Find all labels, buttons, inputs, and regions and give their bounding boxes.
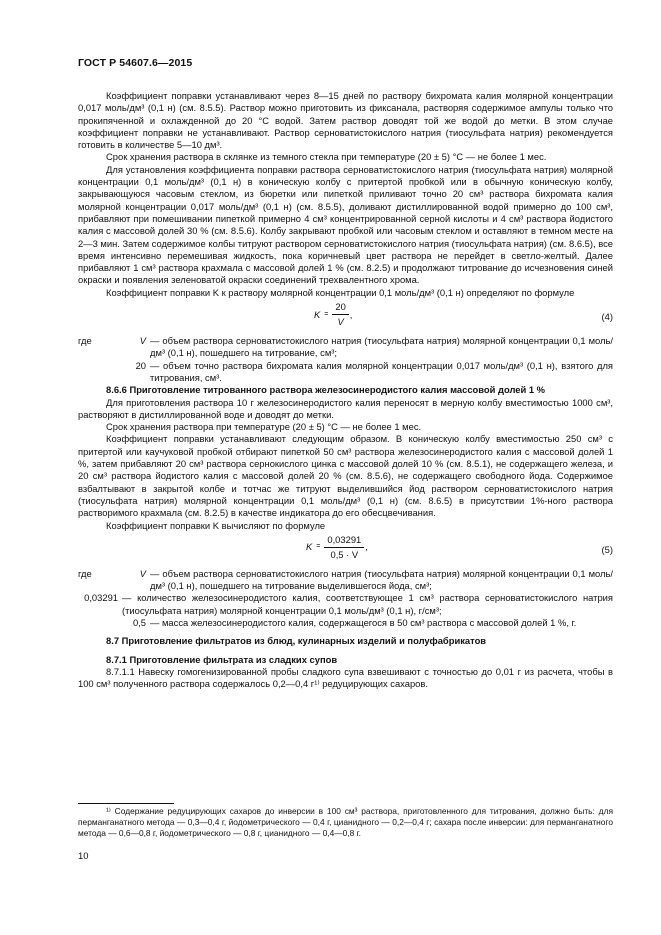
definition-symbol: 0,03291 [84,592,118,604]
formula-numerator: 0,03291 [324,534,364,548]
where-label: где [78,567,92,579]
formula-equals: = [316,543,321,551]
paragraph: Коэффициент поправки K к раствору молярной концентрации 0,1 моль/дм³ (0,1 н) определяют по формуле [106,286,575,298]
definition-text: — объем раствора серноватистокислого натрия (тиосульфата натрия) молярной концентрации 0,1 моль/дм³ (0,1 н), пошедшего на титрование выделившегося йода, см³; [150,567,613,592]
definition-text: — количество железосинеродистого калия, соответствующее 1 см³ раствора серноватистокислого натрия (тиосульфата натрия) молярной концентрации 0,1 моль/дм³ (0,1 н), г/см³; [122,592,613,616]
page-number: 10 [78,850,89,861]
formula-fraction [324,534,364,562]
formula-denominator: V [337,316,344,328]
definition-symbol: V [139,335,146,347]
section-heading-8-7: 8.7 Приготовление фильтратов из блюд, кулинарных изделий и полуфабрикатов [106,635,487,647]
paragraph: Срок хранения раствора в склянке из темного стекла при температуре (20 ± 5) °C — не более 1 мес. [106,151,547,163]
formula-numerator: 20 [332,301,348,315]
definition-text: — масса железосинеродистого калия, содержащегося в 50 см³ раствора с массовой долей 1 %, г. [150,616,577,628]
footnote-divider [78,803,174,804]
formula-denominator: 0,5 · V [330,549,359,561]
definition-symbol: V [139,567,146,579]
definition-symbol: 0,5 [132,616,146,628]
paragraph: Коэффициент поправки K вычисляют по формуле [106,519,326,531]
definition-text: — объем раствора серноватистокислого натрия (тиосульфата натрия) молярной концентрации 0,1 моль/дм³ (0,1 н), пошедшего на титрование, см³; [150,335,613,359]
section-heading-8-7-1: 8.7.1 Приготовление фильтрата из сладких супов [106,653,338,665]
section-heading-8-6-6: 8.6.6 Приготовление титрованного раствора железосинеродистого калия массовой долей 1 % [106,384,546,396]
definition-symbol: 20 [135,359,146,371]
formula-fraction [332,301,348,329]
formula-comma: , [365,541,368,553]
formula-5 [78,532,613,568]
document-body [78,90,613,690]
paragraph: Коэффициент поправки устанавливают следующим образом. В коническую колбу вместимостью 250 см³ с притертой или каучуковой пробкой отбирают пипеткой 50 см³ раствора железосинеродистого калия с массовой долей 1 %, затем прибавляют 20 см³ раствора сернокислого цинка с массовой долей 10 % (см. 8.5.1), не содержащего железа, и 20 см³ раствора йодистого калия с массовой долей 20 % (см. 8.5.6), не содержащего свободного йода. Содержимое взбалтывают в закрытой колбе и тотчас же титруют выделившийся йод раствором серноватистокислого натрия (тиосульфата натрия) молярной концентрации 0,1 моль/дм³ (0,1 н) (см. 8.6.5) в присутствии 1%-ного раствора растворимого крахмала (см. 8.2.5) в качестве индикатора до его обесцвечивания. [78,433,613,519]
formula-lhs: K [306,541,313,553]
formula-lhs: K [314,308,321,320]
paragraph: Для приготовления раствора 10 г железосинеродистого калия переносят в мерную колбу вместимостью 1000 см³, растворяют в дистиллированной воде и доводят до метки. [78,396,613,420]
formula-4-definitions [78,335,613,384]
where-label: где [78,335,92,347]
definition-text: — объем точно раствора бихромата калия молярной концентрации 0,017 моль/дм³ (0,1 н), взятого для титрования, см³. [150,359,613,383]
paragraph: Срок хранения раствора при температуре (20 ± 5) °C — не более 1 мес. [106,421,422,433]
formula-comma: , [349,308,353,320]
formula-4 [78,299,613,335]
document-header: ГОСТ Р 54607.6—2015 [78,57,193,69]
formula-5-definitions [78,568,613,629]
paragraph: Для установления коэффициента поправки раствора серноватистокислого натрия (тиосульфата натрия) молярной концентрации 0,1 моль/дм³ (0,1 н) в коническую колбу с притертой пробкой или в обычную коническую колбу, закрывающуюся часовым стеклом, из бюретки или пипеткой приливают точно 20 см³ раствора бихромата калия молярной концентрации 0,017 моль/дм³ (0,1 н) (см. 8.5.5), доливают дистиллированной водой примерно до 100 см³, прибавляют при помешивании пипеткой примерно 4 см³ концентрированной серной кислоты и 4 см³ раствора йодистого калия с массовой долей 30 % (см. 8.5.6). Колбу закрывают пробкой или часовым стеклом и оставляют в темном месте на 2—3 мин. Затем содержимое колбы титруют раствором серноватистокислого натрия (тиосульфата натрия) (см. 8.6.5), все время интенсивно перемешивая жидкость, пока коричневый цвет раствора не перейдет в светло-желтый. Далее прибавляют 1 см³ раствора крахмала с массовой долей 1 % (см. 8.2.5) и продолжают титрование до исчезновения синей окраски и появления зеленоватой окраски соединений трехвалентного хрома. [78,163,613,286]
footnote: ¹⁾ Содержание редуцирующих сахаров до инверсии в 100 см³ раствора, приготовленного для титрования, должно быть: для перманганатного метода — 0,3—0,4 г, йодометрического — 0,4 г, цианидного — 0,2—0,4 г; сахара после инверсии: для перманганатного метода — 0,6—0,8 г, йодометрического — 0,8 г, цианидного — 0,4—0,8 г. [78,806,613,838]
paragraph: Коэффициент поправки устанавливают через 8—15 дней по раствору бихромата калия молярной концентрации 0,017 моль/дм³ (0,1 н) (см. 8.5.5). Раствор можно приготовить из фиксанала, растворяя содержимое ампулы только что прокипяченной и охлажденной до 20 °C водой. Затем раствор доводят той же водой до метки. В этом случае коэффициент поправки не устанавливают. Раствор серноватистокислого натрия (тиосульфата натрия) рекомендуется готовить в количестве 5—10 дм³. [78,90,613,151]
formula-number: (4) [601,311,613,323]
formula-number: (5) [601,543,613,555]
formula-equals: = [324,310,329,318]
paragraph: 8.7.1.1 Навеску гомогенизированной пробы сладкого супа взвешивают с точностью до 0,01 г из расчета, чтобы в 100 см³ полученного раствора содержалось 0,2—0,4 г¹⁾ редуцирующих сахаров. [78,665,613,690]
